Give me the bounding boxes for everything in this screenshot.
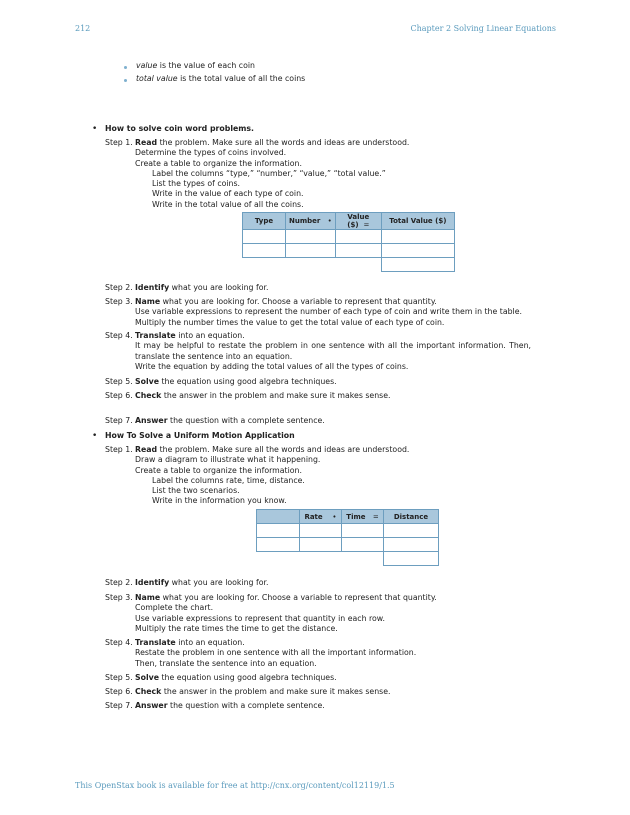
motion-table <box>256 509 439 566</box>
col-distance: Distance <box>384 510 439 524</box>
table-cell <box>257 524 300 538</box>
motion-step-1: Step 1. Read the problem. Make sure all the words and ideas are understood. Draw a diagram to illustrate what it happening. Create a table to organize the information. Label the columns rate, time, distance. List the two scenarios. Write in the information you know. <box>105 445 410 506</box>
chapter-title: Chapter 2 Solving Linear Equations <box>410 24 556 33</box>
col-type: Type <box>243 213 286 230</box>
footer-link[interactable]: This OpenStax book is available for free at http://cnx.org/content/col12119/1.5 <box>75 781 395 790</box>
table-cell <box>243 230 286 244</box>
motion-section-title: How To Solve a Uniform Motion Application <box>105 431 295 440</box>
coin-step-5: Step 5. Solve the equation using good algebra techniques. <box>105 377 337 386</box>
col-rate: Rate • <box>300 510 342 524</box>
col-value: Value ($) = <box>335 213 381 230</box>
table-cell <box>300 524 342 538</box>
coin-step-2: Step 2. Identify what you are looking for. <box>105 283 269 292</box>
table-cell <box>384 538 439 552</box>
motion-step-6: Step 6. Check the answer in the problem and make sure it makes sense. <box>105 687 391 696</box>
col-total-value: Total Value ($) <box>381 213 454 230</box>
coin-step-7: Step 7. Answer the question with a complete sentence. <box>105 416 325 425</box>
coin-table <box>242 212 455 272</box>
coin-step-4: Step 4. Translate into an equation. It may be helpful to restate the problem in one sentence with all the important information. Then, translate the sentence into an equation. Write the equation by adding the total values of all the types of coins. <box>105 331 531 371</box>
table-cell <box>381 230 454 244</box>
coin-step-3: Step 3. Name what you are looking for. Choose a variable to represent that quantity. Use variable expressions to represent the number of each type of coin and write them in the table. Multiply the number times the value to get the total value of each type of coin. <box>105 297 522 327</box>
coin-section-title: How to solve coin word problems. <box>105 124 255 133</box>
col-time: Time = <box>342 510 384 524</box>
bullet-icon <box>124 79 127 82</box>
motion-step-5: Step 5. Solve the equation using good algebra techniques. <box>105 673 337 682</box>
motion-step-3: Step 3. Name what you are looking for. Choose a variable to represent that quantity. Complete the chart. Use variable expressions to represent that quantity in each row. Multiply the rate times the time to get the distance. <box>105 593 437 633</box>
table-cell <box>342 538 384 552</box>
motion-step-4: Step 4. Translate into an equation. Restate the problem in one sentence with all the important information. Then, translate the sentence into an equation. <box>105 638 417 668</box>
motion-step-7: Step 7. Answer the question with a complete sentence. <box>105 701 325 710</box>
table-cell <box>342 524 384 538</box>
coin-step-6: Step 6. Check the answer in the problem and make sure it makes sense. <box>105 391 391 400</box>
motion-step-2: Step 2. Identify what you are looking for. <box>105 578 269 587</box>
table-cell <box>335 230 381 244</box>
table-cell <box>243 244 286 258</box>
col-number: Number • <box>286 213 336 230</box>
definition-value: value is the value of each coin <box>136 61 255 70</box>
table-total-cell <box>384 552 439 566</box>
table-cell <box>286 230 336 244</box>
bullet-icon: • <box>92 431 98 441</box>
bullet-icon <box>124 66 127 69</box>
coin-step-1: Step 1. Read the problem. Make sure all the words and ideas are understood. Determine the types of coins involved. Create a table to organize the information. Label the columns “type,” “number,” “value,” “total value.” List the types of coins. Write in the value of each type of coin. Write in the total value of all the coins. <box>105 138 410 209</box>
table-total-cell <box>381 258 454 272</box>
table-cell <box>300 538 342 552</box>
table-cell <box>384 524 439 538</box>
table-cell <box>286 244 336 258</box>
definition-total-value: total value is the total value of all the coins <box>136 74 306 83</box>
page-number: 212 <box>75 24 91 33</box>
table-cell <box>257 538 300 552</box>
table-cell <box>335 244 381 258</box>
bullet-icon: • <box>92 124 98 134</box>
col-blank <box>257 510 300 524</box>
table-cell <box>381 244 454 258</box>
